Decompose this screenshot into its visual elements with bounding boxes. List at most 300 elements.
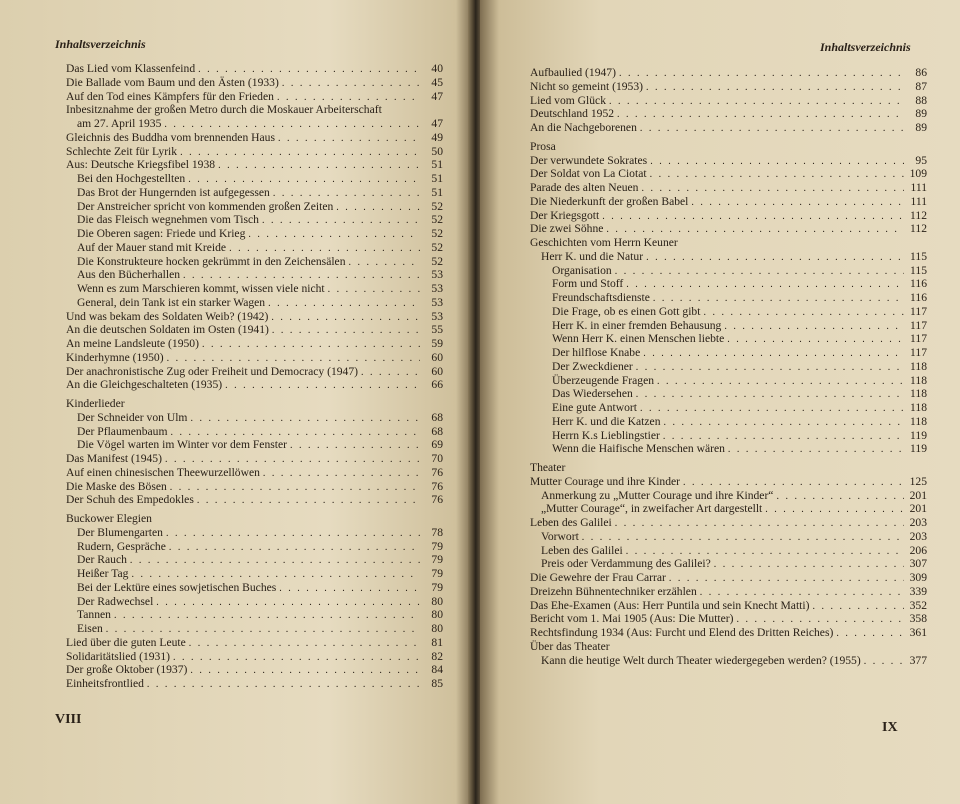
- toc-entry: [530, 571, 927, 585]
- dot-leader: [703, 306, 904, 320]
- toc-entry-title: Wenn Herr K. einen Menschen liebte: [552, 332, 725, 346]
- toc-entry-page: 116: [910, 291, 927, 304]
- dot-leader: [173, 651, 420, 665]
- toc-entry-page: 45: [431, 75, 443, 89]
- toc-entry: [66, 145, 443, 159]
- dot-leader: [131, 568, 420, 582]
- toc-entry-title: Die Vögel warten im Winter vor dem Fenster: [77, 438, 287, 452]
- toc-entry-title: Gleichnis des Buddha vom brennenden Haus: [66, 130, 275, 144]
- dot-leader: [663, 430, 904, 444]
- dot-leader: [290, 439, 420, 453]
- toc-entry-page: 52: [431, 227, 443, 240]
- toc-entry: [530, 530, 927, 544]
- toc-entry: [66, 323, 443, 337]
- dot-leader: [198, 63, 420, 77]
- toc-entry-page: 80: [431, 608, 443, 622]
- dot-leader: [180, 146, 420, 160]
- toc-entry: [66, 512, 443, 526]
- toc-entry-title: Inbesitznahme der großen Metro durch die Moskauer Arbeiterschaft: [66, 103, 382, 117]
- toc-entry: [66, 636, 443, 650]
- toc-entry-page: 89: [915, 107, 927, 121]
- toc-section-heading: [530, 140, 927, 154]
- toc-entry-title: Preis oder Verdammung des Galilei?: [541, 557, 711, 571]
- toc-list: [530, 66, 927, 667]
- dot-leader: [170, 426, 420, 440]
- toc-entry: [66, 200, 443, 214]
- dot-leader: [646, 81, 904, 95]
- dot-leader: [626, 545, 904, 559]
- toc-entry-page: 112: [910, 208, 927, 222]
- toc-entry-page: 51: [431, 185, 443, 199]
- dot-leader: [183, 269, 420, 283]
- toc-entry-title: Der Pflaumenbaum: [77, 424, 168, 438]
- toc-entry-page: 52: [431, 254, 443, 268]
- toc-entry: [66, 227, 443, 241]
- toc-entry-title: Der Kriegsgott: [530, 208, 600, 222]
- dot-leader: [188, 173, 420, 187]
- toc-entry-title: Eine gute Antwort: [552, 401, 638, 414]
- toc-entry-page: 112: [910, 222, 927, 236]
- toc-entry: [530, 415, 927, 429]
- toc-entry: [66, 622, 443, 636]
- toc-entry-title: Solidaritätslied (1931): [66, 649, 171, 663]
- toc-entry-page: 87: [915, 79, 927, 93]
- dot-leader: [268, 297, 420, 311]
- toc-entry-title: Der Radwechsel: [77, 594, 154, 608]
- toc-entry-page: 88: [915, 93, 927, 107]
- toc-entry-title: Der Zweckdiener: [552, 359, 633, 373]
- toc-entry-title: An die Nachgeborenen: [530, 121, 637, 134]
- toc-entry: [66, 117, 443, 131]
- toc-entry-title: Die Gewehre der Frau Carrar: [530, 571, 666, 584]
- toc-entry: [66, 213, 443, 227]
- toc-entry-title: Die Konstrukteure hocken gekrümmt in den Zeichensälen: [77, 254, 346, 268]
- toc-entry: [530, 401, 927, 415]
- toc-entry-title: An meine Landsleute (1950): [66, 337, 199, 350]
- toc-entry-title: Die Frage, ob es einen Gott gibt: [552, 304, 701, 318]
- toc-entry-title: Aus den Bücherhallen: [77, 268, 181, 282]
- toc-entry-title: Der Anstreicher spricht von kommenden großen Zeiten: [77, 199, 334, 213]
- toc-entry-page: 118: [910, 359, 927, 373]
- toc-entry: [66, 90, 443, 104]
- toc-entry-page: 79: [431, 539, 443, 553]
- toc-entry: [530, 154, 927, 168]
- toc-entry-page: 51: [431, 158, 443, 172]
- toc-entry-title: Lied vom Glück: [530, 93, 606, 107]
- toc-entry-title: Kinderhymne (1950): [66, 350, 164, 364]
- toc-entry-title: Auf der Mauer stand mit Kreide: [77, 240, 227, 254]
- toc-entry: [530, 374, 927, 388]
- dot-leader: [650, 155, 904, 169]
- toc-entry-page: 361: [909, 626, 927, 639]
- dot-leader: [636, 361, 904, 375]
- dot-leader: [657, 375, 904, 389]
- dot-leader: [683, 476, 904, 490]
- dot-leader: [114, 609, 420, 623]
- toc-entry-title: Herr K. in einer fremden Behausung: [552, 318, 722, 332]
- toc-entry-page: 80: [431, 622, 443, 635]
- dot-leader: [156, 596, 420, 610]
- toc-entry-page: 52: [431, 213, 443, 227]
- toc-entry-page: 59: [431, 337, 443, 350]
- toc-entry-page: 40: [431, 62, 443, 75]
- toc-entry-page: 66: [431, 378, 443, 392]
- dot-leader: [248, 228, 420, 242]
- toc-entry-title: Der Soldat von La Ciotat: [530, 167, 647, 181]
- toc-entry-page: 119: [910, 442, 927, 456]
- toc-entry: [530, 612, 927, 626]
- toc-entry-page: 49: [431, 130, 443, 144]
- toc-entry-page: 115: [910, 263, 927, 277]
- toc-entry-title: Der verwundete Sokrates: [530, 153, 648, 167]
- dot-leader: [170, 481, 420, 495]
- toc-entry-page: 377: [909, 653, 927, 667]
- toc-entry: [66, 268, 443, 282]
- toc-entry: [530, 599, 927, 613]
- toc-entry: [530, 387, 927, 401]
- toc-entry-title: Das Lied vom Klassenfeind: [66, 62, 196, 75]
- toc-entry-title: Aufbaulied (1947): [530, 66, 616, 79]
- toc-entry-title: Bei der Lektüre eines sowjetischen Buches: [77, 580, 277, 594]
- toc-entry-title: Tannen: [77, 608, 111, 622]
- toc-entry-page: 118: [910, 387, 927, 401]
- toc-entry: [66, 310, 443, 324]
- right-page: [480, 0, 960, 804]
- dot-leader: [278, 132, 420, 146]
- dot-leader: [836, 627, 904, 641]
- toc-entry: [66, 365, 443, 379]
- toc-entry: [66, 438, 443, 452]
- toc-entry-page: 79: [431, 553, 443, 567]
- toc-entry-page: 69: [431, 438, 443, 452]
- toc-entry-page: 76: [431, 465, 443, 479]
- dot-leader: [167, 352, 420, 366]
- toc-entry: [66, 540, 443, 554]
- toc-entry-title: Das Manifest (1945): [66, 452, 162, 465]
- toc-entry: [66, 581, 443, 595]
- dot-leader: [197, 494, 420, 508]
- dot-leader: [643, 347, 904, 361]
- toc-entry: [66, 103, 443, 117]
- toc-entry-page: 68: [431, 410, 443, 424]
- toc-entry-title: Rechtsfindung 1934 (Aus: Furcht und Elend des Dritten Reiches): [530, 626, 834, 639]
- dot-leader: [646, 251, 904, 265]
- toc-entry-title: Bei den Hochgestellten: [77, 172, 186, 185]
- toc-entry-page: 118: [910, 401, 927, 414]
- toc-entry-title: Geschichten vom Herrn Keuner: [530, 236, 678, 249]
- dot-leader: [602, 210, 904, 224]
- dot-leader: [361, 366, 420, 380]
- toc-entry-title: Leben des Galilei: [541, 543, 623, 557]
- toc-entry: [66, 282, 443, 296]
- toc-entry: [66, 650, 443, 664]
- toc-entry-page: 203: [909, 529, 927, 543]
- toc-entry-page: 118: [910, 373, 927, 387]
- toc-entry: [530, 544, 927, 558]
- toc-entry: [530, 475, 927, 489]
- toc-entry-title: Kinderlieder: [66, 397, 125, 410]
- toc-entry-title: Buckower Elegien: [66, 512, 152, 525]
- toc-entry-page: 111: [910, 181, 927, 194]
- dot-leader: [619, 67, 904, 81]
- toc-entry-title: Nicht so gemeint (1953): [530, 79, 644, 93]
- toc-entry: [530, 442, 927, 456]
- toc-entry-page: 95: [915, 153, 927, 167]
- dot-leader: [169, 541, 420, 555]
- toc-entry-page: 53: [431, 268, 443, 282]
- toc-entry: [530, 236, 927, 250]
- toc-entry: [66, 608, 443, 622]
- toc-entry: [530, 429, 927, 443]
- dot-leader: [640, 402, 904, 416]
- dot-leader: [765, 503, 904, 517]
- dot-leader: [626, 278, 904, 292]
- dot-leader: [166, 527, 420, 541]
- toc-entry: [66, 452, 443, 466]
- toc-entry: [66, 131, 443, 145]
- dot-leader: [864, 655, 904, 669]
- toc-entry-page: 117: [910, 332, 927, 346]
- toc-entry-title: Vorwort: [541, 529, 579, 543]
- toc-entry: [66, 480, 443, 494]
- toc-entry-page: 52: [431, 199, 443, 213]
- dot-leader: [349, 256, 420, 270]
- toc-entry-title: Der Rauch: [77, 553, 127, 567]
- dot-leader: [202, 338, 420, 352]
- toc-entry-title: Und was bekam des Soldaten Weib? (1942): [66, 309, 269, 323]
- toc-entry: [66, 296, 443, 310]
- toc-entry-page: 358: [909, 612, 927, 626]
- toc-entry-page: 309: [909, 571, 927, 584]
- toc-entry: [530, 291, 927, 305]
- dot-leader: [724, 320, 904, 334]
- dot-leader: [617, 108, 904, 122]
- toc-entry-page: 117: [910, 346, 927, 359]
- toc-entry: [530, 66, 927, 80]
- toc-entry-page: 81: [431, 635, 443, 649]
- toc-entry-page: 47: [431, 89, 443, 103]
- dot-leader: [225, 379, 420, 393]
- toc-entry-title: Anmerkung zu „Mutter Courage und ihre Kinder“: [541, 488, 774, 502]
- toc-entry: [530, 250, 927, 264]
- toc-entry-title: Die Oberen sagen: Friede und Krieg: [77, 227, 246, 240]
- dot-leader: [273, 187, 420, 201]
- toc-entry-page: 50: [431, 144, 443, 158]
- toc-entry-page: 82: [431, 649, 443, 663]
- toc-entry: [530, 489, 927, 503]
- toc-entry-title: Auf einen chinesischen Theewurzellöwen: [66, 465, 260, 479]
- dot-leader: [615, 265, 904, 279]
- toc-entry: [530, 121, 927, 135]
- toc-entry: [530, 346, 927, 360]
- dot-leader: [336, 201, 420, 215]
- toc-entry-page: 79: [431, 567, 443, 580]
- dot-leader: [282, 77, 420, 91]
- toc-entry-title: Herr K. und die Katzen: [552, 414, 661, 428]
- toc-entry: [66, 186, 443, 200]
- dot-leader: [776, 490, 904, 504]
- dot-leader: [106, 623, 420, 637]
- dot-leader: [664, 416, 905, 430]
- toc-entry-page: 80: [431, 594, 443, 608]
- toc-entry-title: Die Maske des Bösen: [66, 479, 167, 493]
- toc-entry: [66, 351, 443, 365]
- toc-entry-title: Der Blumengarten: [77, 525, 163, 539]
- dot-leader: [609, 95, 904, 109]
- dot-leader: [640, 122, 904, 136]
- dot-leader: [277, 91, 420, 105]
- dot-leader: [279, 582, 420, 596]
- toc-entry-title: Freundschaftsdienste: [552, 291, 650, 304]
- page-number: VIII: [55, 712, 82, 727]
- toc-entry: [530, 222, 927, 236]
- toc-entry-page: 339: [909, 584, 927, 598]
- toc-entry-title: Wenn die Haifische Menschen wären: [552, 442, 725, 456]
- toc-entry-title: An die Gleichgeschalteten (1935): [66, 378, 223, 392]
- toc-entry-title: Das Brot der Hungernden ist aufgegessen: [77, 185, 270, 199]
- toc-entry: [66, 158, 443, 172]
- toc-entry-page: 352: [909, 598, 927, 612]
- toc-entry: [530, 277, 927, 291]
- dot-leader: [653, 292, 904, 306]
- toc-entry: [66, 76, 443, 90]
- toc-entry-title: Mutter Courage und ihre Kinder: [530, 474, 681, 488]
- toc-entry-title: Lied über die guten Leute: [66, 635, 186, 649]
- toc-entry-page: 117: [910, 304, 927, 318]
- toc-entry-title: General, dein Tank ist ein starker Wagen: [77, 295, 266, 309]
- toc-entry: [66, 255, 443, 269]
- toc-entry-page: 52: [431, 240, 443, 254]
- toc-entry: [530, 585, 927, 599]
- toc-section-heading: [530, 461, 927, 475]
- toc-entry: [530, 94, 927, 108]
- toc-entry-page: 70: [431, 452, 443, 465]
- toc-entry-title: am 27. April 1935: [77, 117, 162, 130]
- toc-entry-title: Parade des alten Neuen: [530, 181, 639, 194]
- toc-entry: [66, 567, 443, 581]
- dot-leader: [271, 311, 420, 325]
- toc-entry-title: Die Ballade vom Baum und den Ästen (1933): [66, 75, 279, 89]
- toc-entry: [66, 337, 443, 351]
- dot-leader: [328, 283, 420, 297]
- toc-entry-page: 307: [909, 557, 927, 571]
- toc-entry-title: Form und Stoff: [552, 277, 624, 291]
- toc-entry-page: 68: [431, 424, 443, 438]
- toc-list: [66, 62, 443, 691]
- toc-entry-page: 78: [431, 525, 443, 539]
- toc-entry-page: 60: [431, 364, 443, 378]
- toc-entry: [66, 493, 443, 507]
- toc-entry: [66, 466, 443, 480]
- dot-leader: [650, 168, 904, 182]
- toc-entry-page: 116: [910, 277, 927, 291]
- toc-entry-title: Über das Theater: [530, 639, 610, 653]
- toc-entry-title: Einheitsfrontlied: [66, 677, 144, 690]
- toc-entry-page: 85: [431, 677, 443, 690]
- dot-leader: [218, 159, 420, 173]
- toc-entry: [530, 626, 927, 640]
- toc-entry-page: 55: [431, 323, 443, 337]
- toc-entry-title: Kann die heutige Welt durch Theater wiedergegeben werden? (1955): [541, 653, 861, 667]
- toc-entry-page: 201: [909, 502, 927, 516]
- page-number: IX: [882, 720, 898, 735]
- toc-entry-title: Aus: Deutsche Kriegsfibel 1938: [66, 158, 216, 172]
- dot-leader: [147, 678, 420, 692]
- toc-entry-title: Deutschland 1952: [530, 107, 615, 121]
- toc-entry: [530, 516, 927, 530]
- toc-entry-title: Der Schneider von Ulm: [77, 410, 188, 424]
- dot-leader: [606, 223, 904, 237]
- dot-leader: [130, 554, 420, 568]
- toc-entry: [530, 332, 927, 346]
- toc-entry: [530, 640, 927, 654]
- toc-entry-page: 203: [909, 516, 927, 529]
- toc-entry-page: 201: [909, 488, 927, 502]
- toc-entry-title: Auf den Tod eines Kämpfers für den Frieden: [66, 89, 274, 103]
- toc-entry-page: 119: [910, 428, 927, 442]
- dot-leader: [641, 182, 904, 196]
- dot-leader: [189, 637, 420, 651]
- toc-entry-title: „Mutter Courage“, in zweifacher Art dargestellt: [541, 502, 763, 516]
- toc-entry: [66, 172, 443, 186]
- toc-entry-title: Prosa: [530, 139, 556, 153]
- toc-entry-title: Die Niederkunft der großen Babel: [530, 194, 689, 208]
- dot-leader: [164, 118, 420, 132]
- toc-entry-title: An die deutschen Soldaten im Osten (1941): [66, 323, 269, 337]
- toc-entry-page: 84: [431, 663, 443, 677]
- toc-entry-title: Das Wiedersehen: [552, 387, 633, 401]
- toc-entry-title: Leben des Galilei: [530, 516, 612, 529]
- toc-entry-title: Organisation: [552, 263, 612, 277]
- toc-entry: [530, 654, 927, 668]
- toc-entry-title: Herrn K.s Lieblingstier: [552, 428, 660, 442]
- toc-entry-page: 117: [910, 318, 927, 332]
- toc-entry: [530, 181, 927, 195]
- toc-entry-page: 118: [910, 414, 927, 428]
- toc-entry-page: 76: [431, 493, 443, 507]
- toc-entry: [66, 425, 443, 439]
- dot-leader: [190, 664, 420, 678]
- toc-entry-page: 125: [909, 474, 927, 488]
- toc-entry-page: 89: [915, 121, 927, 134]
- toc-entry-title: Überzeugende Fragen: [552, 373, 655, 387]
- toc-entry-page: 47: [431, 117, 443, 130]
- toc-entry: [66, 526, 443, 540]
- toc-entry: [66, 553, 443, 567]
- toc-entry-page: 53: [431, 309, 443, 323]
- toc-entry: [66, 378, 443, 392]
- toc-entry: [66, 677, 443, 691]
- toc-entry-title: Der Schuh des Empedokles: [66, 493, 194, 507]
- toc-entry: [530, 167, 927, 181]
- toc-entry-page: 76: [431, 479, 443, 493]
- dot-leader: [727, 333, 904, 347]
- toc-entry: [66, 663, 443, 677]
- toc-entry-title: Heißer Tag: [77, 567, 129, 580]
- toc-entry-page: 115: [910, 249, 927, 263]
- dot-leader: [714, 558, 904, 572]
- toc-entry-page: 111: [910, 194, 927, 208]
- toc-entry-page: 53: [431, 295, 443, 309]
- dot-leader: [263, 467, 420, 481]
- running-head: Inhaltsverzeichnis: [55, 37, 146, 51]
- toc-entry: [530, 502, 927, 516]
- dot-leader: [728, 443, 904, 457]
- toc-entry: [66, 241, 443, 255]
- dot-leader: [190, 412, 420, 426]
- toc-entry-page: 86: [915, 66, 927, 79]
- toc-entry-title: Eisen: [77, 622, 103, 635]
